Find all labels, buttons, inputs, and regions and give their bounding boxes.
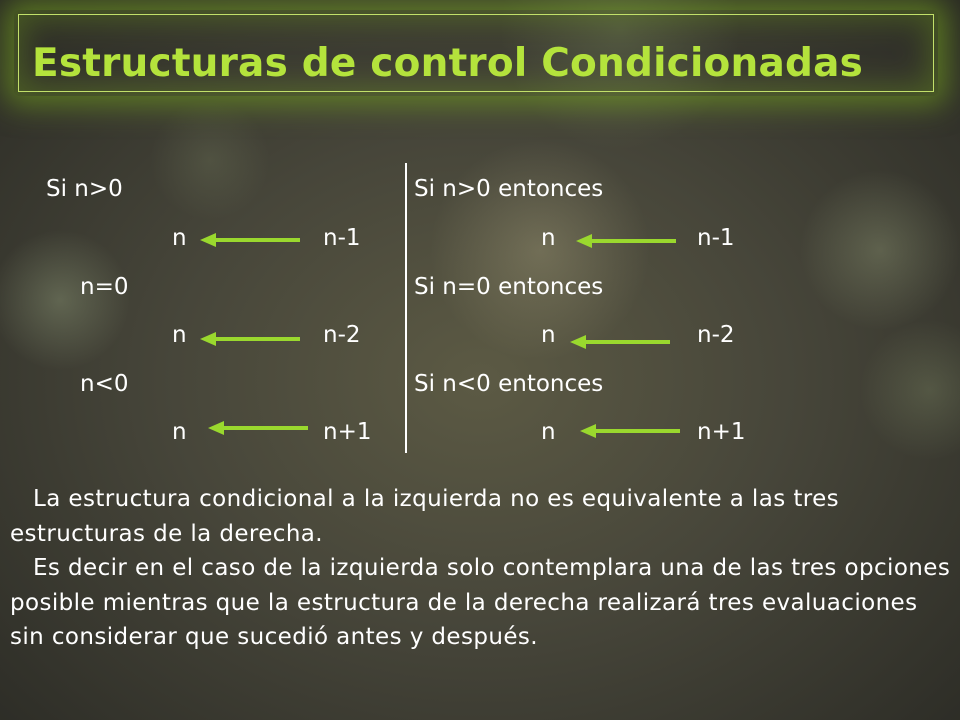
slide-title: Estructuras de control Condicionadas	[32, 41, 864, 86]
left-arrow-icon	[570, 334, 670, 350]
left-assign-target: n	[172, 419, 187, 445]
left-arrow-icon	[200, 331, 300, 347]
right-condition-negative: Si n<0 entonces	[414, 371, 604, 397]
explanation-paragraph: La estructura condicional a la izquierda no es equivalente a las tres estructuras de la derecha.	[10, 486, 840, 547]
left-condition-positive: Si n>0	[46, 176, 123, 202]
left-assign-expr: n+1	[323, 419, 372, 445]
left-assign-target: n	[172, 225, 187, 251]
left-condition-zero: n=0	[80, 274, 129, 300]
left-arrow-icon	[200, 232, 300, 248]
right-assign-expr: n+1	[697, 419, 746, 445]
left-assign-target: n	[172, 322, 187, 348]
right-assign-target: n	[541, 225, 556, 251]
explanation-text	[10, 482, 955, 655]
explanation-paragraph: Es decir en el caso de la izquierda solo contemplara una de las tres opciones posible mientras que la estructura de la derecha realizará tres evaluaciones sin considerar que sucedió antes y después.	[10, 555, 951, 650]
left-assign-expr: n-2	[323, 322, 361, 348]
left-arrow-icon	[208, 420, 308, 436]
right-condition-positive: Si n>0 entonces	[414, 176, 604, 202]
left-assign-expr: n-1	[323, 225, 361, 251]
right-condition-zero: Si n=0 entonces	[414, 274, 604, 300]
right-assign-expr: n-1	[697, 225, 735, 251]
left-condition-negative: n<0	[80, 371, 129, 397]
right-assign-target: n	[541, 322, 556, 348]
right-assign-expr: n-2	[697, 322, 735, 348]
left-arrow-icon	[580, 423, 680, 439]
right-assign-target: n	[541, 419, 556, 445]
left-arrow-icon	[576, 233, 676, 249]
column-divider	[405, 163, 407, 453]
